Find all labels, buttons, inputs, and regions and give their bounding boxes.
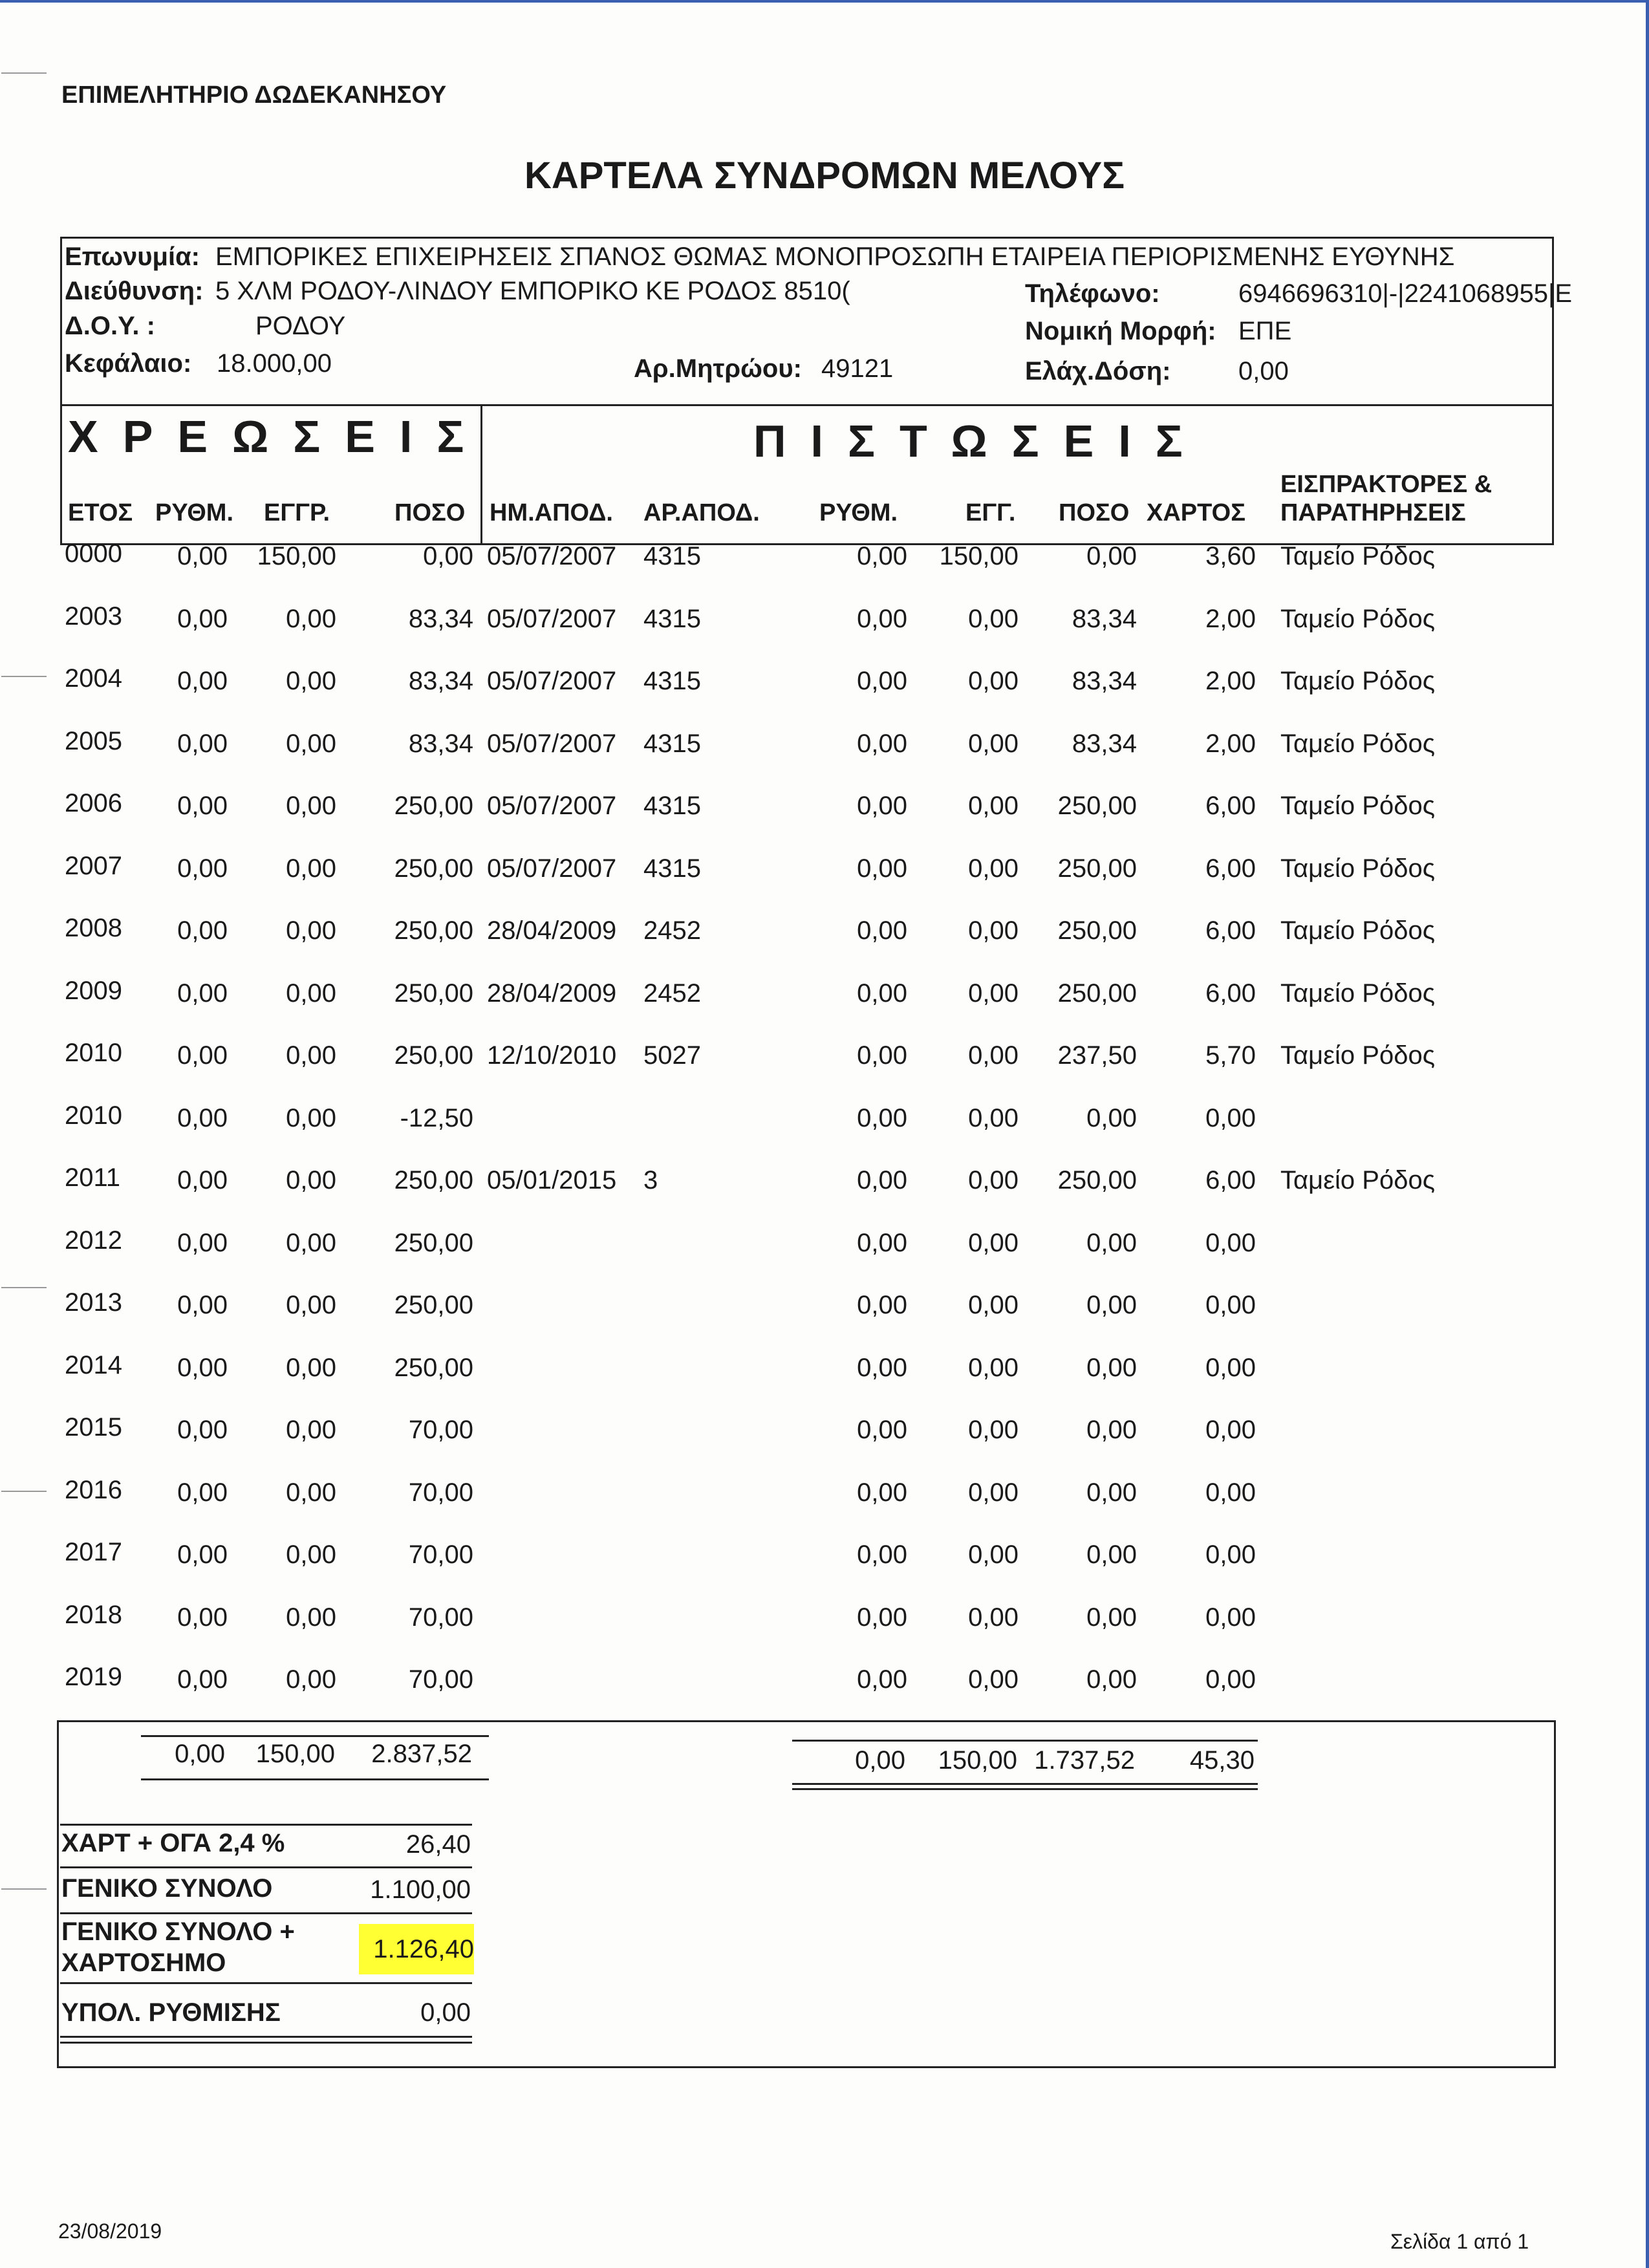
cell-stamp: 0,00 (1205, 1416, 1256, 1444)
cell-note: Ταμείο Ρόδος (1280, 667, 1436, 695)
cell-debit-amount: 70,00 (408, 1540, 473, 1569)
cell-debit-registration: 0,00 (286, 1603, 336, 1632)
cell-year: 2007 (65, 852, 122, 880)
scan-edge-top (0, 0, 1649, 3)
totals-credit-rule-top (792, 1740, 1258, 1742)
totals-credit-rule-mid (792, 1783, 1258, 1785)
cell-stamp: 0,00 (1205, 1603, 1256, 1632)
cell-credit-settle: 0,00 (857, 916, 907, 945)
cell-debit-settle: 0,00 (177, 1354, 228, 1382)
cell-note: Ταμείο Ρόδος (1280, 854, 1436, 883)
cell-debit-amount: 250,00 (394, 1291, 473, 1319)
page-number: Σελίδα 1 από 1 (1390, 2230, 1529, 2253)
cell-payment-date: 28/04/2009 (487, 916, 617, 945)
cell-credit-registration: 0,00 (968, 1354, 1018, 1382)
cell-receipt-no: 3 (643, 1166, 658, 1194)
cell-credit-settle: 0,00 (857, 854, 907, 883)
cell-credit-settle: 0,00 (857, 542, 907, 570)
cell-credit-settle: 0,00 (857, 1041, 907, 1070)
cell-credit-settle: 0,00 (857, 1603, 907, 1632)
grand-total-stamp-label-2: ΧΑΡΤΟΣΗΜΟ (61, 1949, 226, 1977)
cell-credit-amount: 0,00 (1086, 1354, 1137, 1382)
cell-debit-registration: 0,00 (286, 1229, 336, 1257)
col-year: ΕΤΟΣ (68, 499, 133, 526)
cell-debit-registration: 0,00 (286, 667, 336, 695)
cell-stamp: 2,00 (1205, 729, 1256, 758)
cell-stamp: 0,00 (1205, 1540, 1256, 1569)
cell-payment-date: 12/10/2010 (487, 1041, 617, 1070)
capital-label: Κεφάλαιο: (65, 349, 192, 378)
cell-debit-registration: 0,00 (286, 1166, 336, 1194)
settlement-remaining-label: ΥΠΟΛ. ΡΥΘΜΙΣΗΣ (61, 1998, 281, 2027)
registry-value: 49121 (821, 354, 894, 383)
cell-credit-amount: 250,00 (1057, 854, 1137, 883)
name-label: Επωνυμία: (65, 243, 200, 271)
cell-debit-amount: -12,50 (400, 1104, 473, 1132)
cell-debit-settle: 0,00 (177, 979, 228, 1008)
cell-credit-settle: 0,00 (857, 1478, 907, 1507)
cell-year: 2017 (65, 1538, 122, 1566)
cell-debit-settle: 0,00 (177, 729, 228, 758)
cell-debit-settle: 0,00 (177, 605, 228, 633)
min-installment-label: Ελάχ.Δόση: (1025, 357, 1171, 385)
cell-credit-registration: 0,00 (968, 1104, 1018, 1132)
cell-year: 2004 (65, 664, 122, 693)
cell-stamp: 6,00 (1205, 916, 1256, 945)
cell-debit-registration: 0,00 (286, 979, 336, 1008)
print-date: 23/08/2019 (58, 2219, 162, 2243)
cell-year: 2016 (65, 1476, 122, 1504)
cell-stamp: 0,00 (1205, 1291, 1256, 1319)
cell-payment-date: 05/07/2007 (487, 605, 617, 633)
totals-credit-rule-bottom (792, 1788, 1258, 1790)
cell-credit-settle: 0,00 (857, 1104, 907, 1132)
cell-credit-settle: 0,00 (857, 667, 907, 695)
cell-debit-settle: 0,00 (177, 1166, 228, 1194)
cell-credit-registration: 0,00 (968, 605, 1018, 633)
cell-debit-registration: 0,00 (286, 1540, 336, 1569)
scan-mark (1, 676, 47, 677)
cell-credit-amount: 0,00 (1086, 1229, 1137, 1257)
total-credit-amount: 1.737,52 (1034, 1746, 1135, 1775)
cell-payment-date: 05/07/2007 (487, 729, 617, 758)
min-installment-value: 0,00 (1238, 357, 1289, 385)
cell-credit-registration: 0,00 (968, 979, 1018, 1008)
cell-credit-amount: 250,00 (1057, 979, 1137, 1008)
cell-debit-registration: 0,00 (286, 1041, 336, 1070)
cell-credit-amount: 0,00 (1086, 1603, 1137, 1632)
total-debit-registration: 150,00 (255, 1740, 335, 1768)
cell-debit-registration: 0,00 (286, 605, 336, 633)
cell-debit-settle: 0,00 (177, 1665, 228, 1694)
cell-credit-registration: 0,00 (968, 1478, 1018, 1507)
cell-credit-settle: 0,00 (857, 1665, 907, 1694)
stamp-oga-value: 26,40 (405, 1830, 471, 1859)
cell-debit-amount: 83,34 (408, 605, 473, 633)
cell-debit-settle: 0,00 (177, 916, 228, 945)
cell-debit-settle: 0,00 (177, 542, 228, 570)
summary-rule (60, 2042, 472, 2044)
cell-debit-amount: 250,00 (394, 1041, 473, 1070)
cell-debit-registration: 0,00 (286, 792, 336, 820)
cell-credit-amount: 83,34 (1072, 605, 1137, 633)
registry-label: Αρ.Μητρώου: (634, 354, 802, 383)
cell-debit-amount: 0,00 (423, 542, 473, 570)
cell-year: 2019 (65, 1663, 122, 1691)
cell-credit-amount: 83,34 (1072, 729, 1137, 758)
cell-payment-date: 05/07/2007 (487, 854, 617, 883)
cell-stamp: 3,60 (1205, 542, 1256, 570)
cell-stamp: 0,00 (1205, 1104, 1256, 1132)
cell-note: Ταμείο Ρόδος (1280, 605, 1436, 633)
cell-credit-registration: 150,00 (939, 542, 1018, 570)
cell-stamp: 2,00 (1205, 605, 1256, 633)
cell-receipt-no: 2452 (643, 979, 701, 1008)
cell-credit-registration: 0,00 (968, 854, 1018, 883)
cell-debit-registration: 0,00 (286, 1478, 336, 1507)
settlement-remaining-value: 0,00 (420, 1998, 471, 2027)
cell-year: 2010 (65, 1039, 122, 1067)
cell-year: 2009 (65, 977, 122, 1005)
cell-credit-amount: 250,00 (1057, 1166, 1137, 1194)
col-credit-amount: ΠΟΣΟ (1059, 499, 1130, 526)
cell-credit-registration: 0,00 (968, 1166, 1018, 1194)
cell-note: Ταμείο Ρόδος (1280, 729, 1436, 758)
phone-label: Τηλέφωνο: (1025, 279, 1160, 308)
cell-debit-registration: 0,00 (286, 916, 336, 945)
cell-debit-registration: 0,00 (286, 1291, 336, 1319)
cell-credit-settle: 0,00 (857, 1540, 907, 1569)
cell-credit-settle: 0,00 (857, 979, 907, 1008)
cell-stamp: 6,00 (1205, 792, 1256, 820)
cell-debit-settle: 0,00 (177, 1291, 228, 1319)
summary-rule (60, 1866, 472, 1868)
cell-debit-amount: 70,00 (408, 1416, 473, 1444)
cell-payment-date: 05/07/2007 (487, 792, 617, 820)
cell-debit-amount: 70,00 (408, 1478, 473, 1507)
col-remarks: ΠΑΡΑΤΗΡΗΣΕΙΣ (1280, 499, 1466, 526)
cell-stamp: 0,00 (1205, 1229, 1256, 1257)
col-receipt-no: ΑΡ.ΑΠΟΔ. (643, 499, 760, 526)
stamp-oga-label: ΧΑΡΤ + ΟΓΑ 2,4 % (61, 1829, 285, 1857)
cell-stamp: 6,00 (1205, 979, 1256, 1008)
cell-stamp: 0,00 (1205, 1354, 1256, 1382)
cell-debit-amount: 250,00 (394, 1354, 473, 1382)
cell-debit-amount: 250,00 (394, 854, 473, 883)
cell-note: Ταμείο Ρόδος (1280, 1166, 1436, 1194)
cell-debit-settle: 0,00 (177, 1041, 228, 1070)
cell-credit-amount: 0,00 (1086, 1291, 1137, 1319)
total-stamp: 45,30 (1189, 1746, 1255, 1775)
cell-debit-amount: 70,00 (408, 1603, 473, 1632)
cell-credit-registration: 0,00 (968, 1041, 1018, 1070)
cell-year: 2013 (65, 1288, 122, 1317)
cell-credit-amount: 237,50 (1057, 1041, 1137, 1070)
cell-debit-registration: 0,00 (286, 1354, 336, 1382)
cell-note: Ταμείο Ρόδος (1280, 542, 1436, 570)
cell-debit-settle: 0,00 (177, 1478, 228, 1507)
cell-credit-settle: 0,00 (857, 729, 907, 758)
cell-credit-amount: 250,00 (1057, 792, 1137, 820)
cell-year: 2015 (65, 1413, 122, 1442)
cell-debit-settle: 0,00 (177, 667, 228, 695)
cell-credit-registration: 0,00 (968, 667, 1018, 695)
cell-credit-amount: 0,00 (1086, 1665, 1137, 1694)
cell-debit-amount: 250,00 (394, 916, 473, 945)
grand-total-stamp-label: ΓΕΝΙΚΟ ΣΥΝΟΛΟ + (61, 1917, 295, 1946)
cell-credit-settle: 0,00 (857, 1291, 907, 1319)
cell-debit-settle: 0,00 (177, 1104, 228, 1132)
cell-debit-settle: 0,00 (177, 1416, 228, 1444)
cell-credit-settle: 0,00 (857, 1166, 907, 1194)
cell-credit-registration: 0,00 (968, 1665, 1018, 1694)
cell-debit-settle: 0,00 (177, 792, 228, 820)
cell-year: 2005 (65, 727, 122, 755)
summary-rule (60, 1824, 472, 1826)
address-label: Διεύθυνση: (65, 277, 204, 305)
cell-credit-amount: 250,00 (1057, 916, 1137, 945)
cell-credit-settle: 0,00 (857, 1229, 907, 1257)
cell-receipt-no: 2452 (643, 916, 701, 945)
cell-credit-settle: 0,00 (857, 605, 907, 633)
col-credit-registration: ΕΓΓ. (965, 499, 1016, 526)
scan-mark (1, 1491, 47, 1492)
phone-value: 6946696310|-|2241068955|E (1238, 279, 1573, 308)
grand-total-value: 1.100,00 (370, 1875, 471, 1904)
cell-year: 2010 (65, 1101, 122, 1130)
summary-box (57, 1720, 1556, 2068)
cell-credit-amount: 0,00 (1086, 1478, 1137, 1507)
legal-form-label: Νομική Μορφή: (1025, 317, 1216, 345)
cell-debit-amount: 250,00 (394, 792, 473, 820)
cell-credit-registration: 0,00 (968, 1540, 1018, 1569)
cell-payment-date: 28/04/2009 (487, 979, 617, 1008)
cell-debit-amount: 83,34 (408, 667, 473, 695)
col-debit-registration: ΕΓΓΡ. (264, 499, 330, 526)
cell-note: Ταμείο Ρόδος (1280, 916, 1436, 945)
cell-debit-registration: 0,00 (286, 729, 336, 758)
cell-year: 0000 (65, 539, 122, 568)
cell-debit-settle: 0,00 (177, 1229, 228, 1257)
credits-heading: ΠΙΣΤΩΣΕΙΣ (753, 416, 1207, 466)
cell-credit-registration: 0,00 (968, 1291, 1018, 1319)
cell-debit-registration: 0,00 (286, 854, 336, 883)
cell-stamp: 2,00 (1205, 667, 1256, 695)
cell-payment-date: 05/07/2007 (487, 667, 617, 695)
cell-note: Ταμείο Ρόδος (1280, 1041, 1436, 1070)
cell-debit-registration: 0,00 (286, 1104, 336, 1132)
cell-receipt-no: 4315 (643, 667, 701, 695)
cell-credit-amount: 0,00 (1086, 542, 1137, 570)
debits-heading: ΧΡΕΩΣΕΙΣ (68, 411, 489, 462)
cell-receipt-no: 4315 (643, 542, 701, 570)
cell-receipt-no: 4315 (643, 854, 701, 883)
cell-receipt-no: 4315 (643, 729, 701, 758)
cell-credit-registration: 0,00 (968, 1603, 1018, 1632)
cell-credit-registration: 0,00 (968, 1416, 1018, 1444)
cell-debit-amount: 250,00 (394, 1229, 473, 1257)
name-value: ΕΜΠΟΡΙΚΕΣ ΕΠΙΧΕΙΡΗΣΕΙΣ ΣΠΑΝΟΣ ΘΩΜΑΣ ΜΟΝΟΠΡΟΣΩΠΗ ΕΤΑΙΡΕΙΑ ΠΕΡΙΟΡΙΣΜΕΝΗΣ ΕΥΘΥΝΗΣ (215, 243, 1455, 271)
cell-credit-registration: 0,00 (968, 792, 1018, 820)
cell-year: 2006 (65, 789, 122, 817)
cell-credit-registration: 0,00 (968, 729, 1018, 758)
cell-year: 2008 (65, 914, 122, 942)
cell-credit-settle: 0,00 (857, 792, 907, 820)
address-value: 5 ΧΛΜ ΡΟΔΟΥ-ΛΙΝΔΟΥ ΕΜΠΟΡΙΚΟ ΚΕ ΡΟΔΟΣ 8510( (215, 277, 850, 305)
scan-mark (1, 72, 47, 74)
tax-office-label: Δ.Ο.Υ. : (65, 312, 155, 340)
cell-debit-amount: 250,00 (394, 1166, 473, 1194)
cell-credit-registration: 0,00 (968, 1229, 1018, 1257)
cell-stamp: 0,00 (1205, 1478, 1256, 1507)
cell-debit-registration: 0,00 (286, 1416, 336, 1444)
capital-value: 18.000,00 (217, 349, 332, 378)
cell-year: 2018 (65, 1601, 122, 1629)
cell-note: Ταμείο Ρόδος (1280, 979, 1436, 1008)
cell-stamp: 0,00 (1205, 1665, 1256, 1694)
cell-receipt-no: 4315 (643, 792, 701, 820)
cell-debit-registration: 150,00 (257, 542, 336, 570)
cell-debit-registration: 0,00 (286, 1665, 336, 1694)
cell-credit-settle: 0,00 (857, 1354, 907, 1382)
cell-credit-registration: 0,00 (968, 916, 1018, 945)
cell-note: Ταμείο Ρόδος (1280, 792, 1436, 820)
cell-stamp: 6,00 (1205, 854, 1256, 883)
col-collectors: ΕΙΣΠΡΑΚΤΟΡΕΣ & (1280, 471, 1493, 498)
cell-stamp: 5,70 (1205, 1041, 1256, 1070)
cell-credit-amount: 0,00 (1086, 1104, 1137, 1132)
cell-year: 2011 (65, 1163, 121, 1192)
total-debit-settle: 0,00 (175, 1740, 225, 1768)
col-debit-settle: ΡΥΘΜ. (155, 499, 234, 526)
cell-credit-amount: 83,34 (1072, 667, 1137, 695)
col-credit-settle: ΡΥΘΜ. (819, 499, 898, 526)
col-debit-amount: ΠΟΣΟ (394, 499, 466, 526)
cell-receipt-no: 4315 (643, 605, 701, 633)
cell-debit-settle: 0,00 (177, 854, 228, 883)
total-credit-settle: 0,00 (855, 1746, 905, 1775)
grand-total-label: ΓΕΝΙΚΟ ΣΥΝΟΛΟ (61, 1874, 273, 1903)
organization-name: ΕΠΙΜΕΛΗΤΗΡΙΟ ΔΩΔΕΚΑΝΗΣΟΥ (61, 81, 447, 109)
scan-mark (1, 1888, 47, 1890)
cell-credit-amount: 0,00 (1086, 1540, 1137, 1569)
col-payment-date: ΗΜ.ΑΠΟΔ. (490, 499, 613, 526)
cell-debit-amount: 250,00 (394, 979, 473, 1008)
col-stamp: ΧΑΡΤΟΣ (1147, 499, 1246, 526)
cell-debit-amount: 83,34 (408, 729, 473, 758)
cell-debit-settle: 0,00 (177, 1540, 228, 1569)
cell-receipt-no: 5027 (643, 1041, 701, 1070)
totals-debit-rule-top (141, 1735, 489, 1737)
legal-form-value: ΕΠΕ (1238, 317, 1292, 345)
scan-edge-right (1646, 0, 1649, 2268)
cell-year: 2012 (65, 1226, 122, 1255)
grand-total-stamp-value: 1.126,40 (359, 1924, 474, 1974)
cell-payment-date: 05/07/2007 (487, 542, 617, 570)
cell-credit-amount: 0,00 (1086, 1416, 1137, 1444)
scan-mark (1, 1287, 47, 1288)
cell-debit-settle: 0,00 (177, 1603, 228, 1632)
cell-debit-amount: 70,00 (408, 1665, 473, 1694)
total-credit-registration: 150,00 (938, 1746, 1017, 1775)
cell-payment-date: 05/01/2015 (487, 1166, 617, 1194)
cell-year: 2003 (65, 602, 122, 631)
total-debit-amount: 2.837,52 (371, 1740, 472, 1768)
totals-debit-rule-bottom (141, 1778, 489, 1780)
summary-rule (60, 1982, 472, 1984)
tax-office-value: ΡΟΔΟΥ (255, 312, 346, 340)
cell-credit-settle: 0,00 (857, 1416, 907, 1444)
cell-stamp: 6,00 (1205, 1166, 1256, 1194)
summary-rule (60, 1912, 472, 1914)
cell-year: 2014 (65, 1351, 122, 1379)
summary-rule (60, 2036, 472, 2038)
page-title: ΚΑΡΤΕΛΑ ΣΥΝΔΡΟΜΩΝ ΜΕΛΟΥΣ (524, 155, 1125, 197)
